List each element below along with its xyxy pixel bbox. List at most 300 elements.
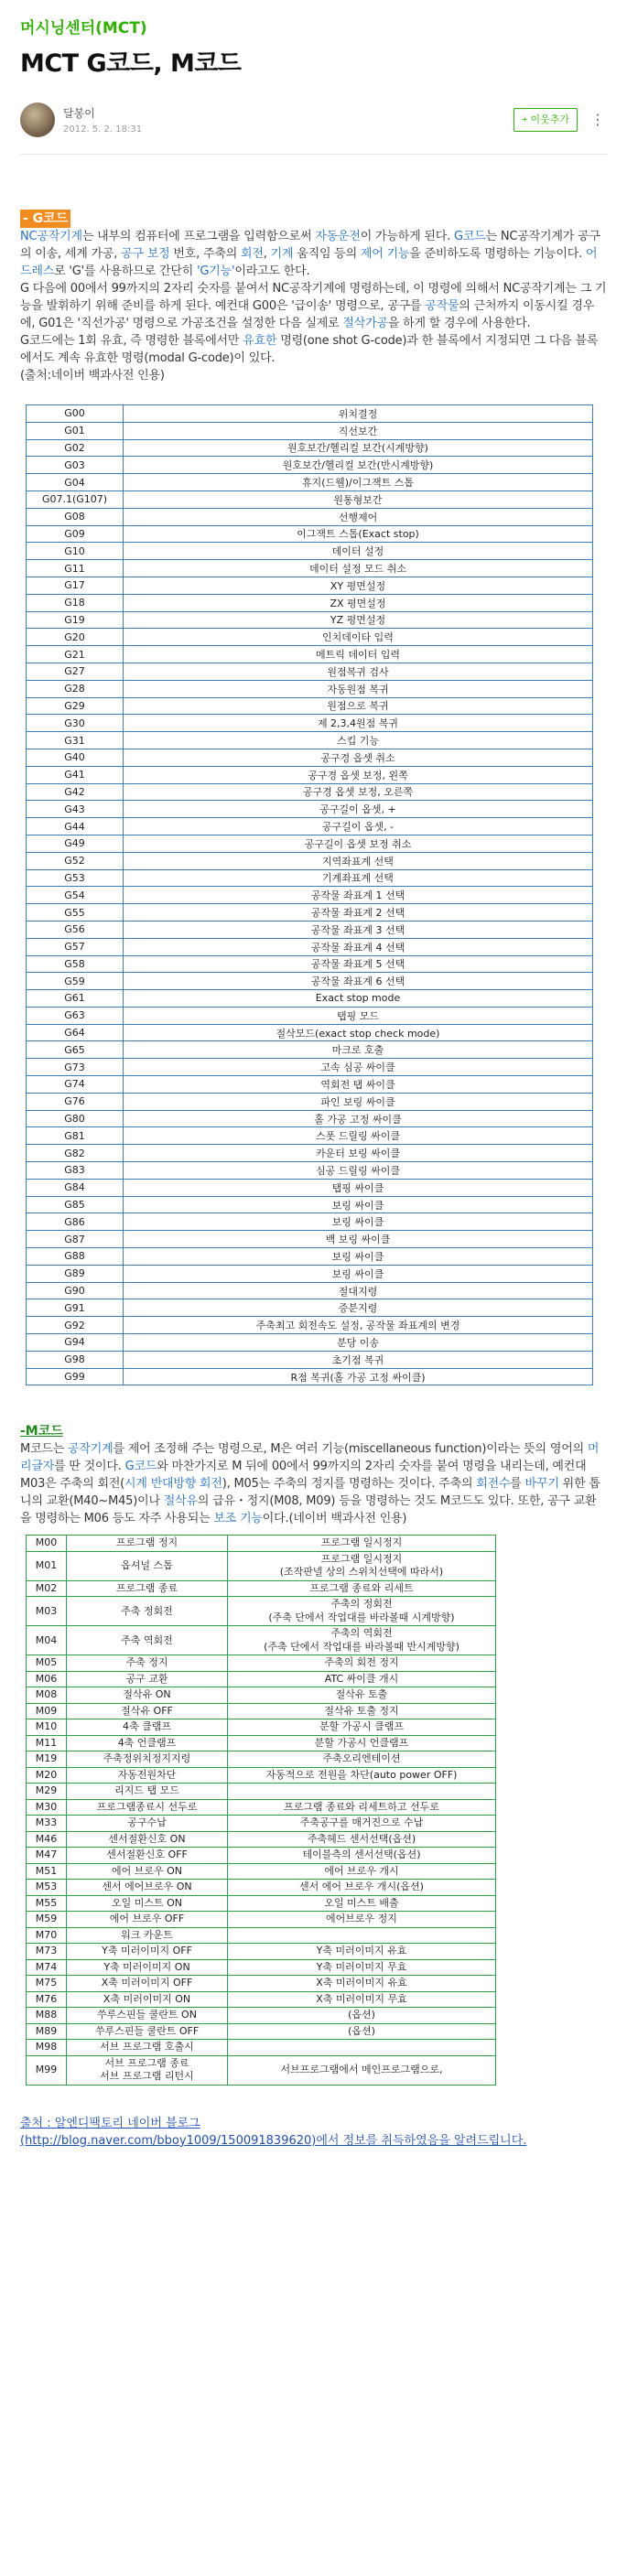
g-desc-text: 번호, 주축의 (169, 247, 242, 261)
m-code-cell: M70 (27, 1927, 67, 1944)
g-desc-keyword-link[interactable]: 공구 보정 (121, 247, 170, 261)
m-name-cell: 에어 브로우 ON (67, 1863, 228, 1880)
g-function-cell: Exact stop mode (124, 990, 593, 1008)
g-function-cell: 카운터 보링 싸이클 (124, 1145, 593, 1162)
m-name-cell: 센서절환신호 ON (67, 1831, 228, 1848)
table-row (27, 1816, 496, 1832)
table-row (27, 1767, 496, 1784)
m-description-cell: 에어 브로우 개시 (228, 1863, 496, 1880)
m-desc-text: 의 급유・정지(M08, M09) 등을 명령하는 것도 M코드도 있다. 또한, 공구 교환을 명령하는 M06 등도 자주 사용되는 (20, 1494, 597, 1526)
m-description-cell: 프로그램 일시정지 (228, 1536, 496, 1552)
g-code-cell: G44 (27, 818, 124, 835)
g-function-cell: 지역좌표계 선택 (124, 852, 593, 869)
g-code-cell: G43 (27, 801, 124, 818)
g-code-cell: G83 (27, 1162, 124, 1180)
g-code-cell: G07.1(G107) (27, 490, 124, 508)
m-description-cell: Y축 미러이미지 유효 (228, 1944, 496, 1960)
table-row (27, 680, 593, 697)
g-code-cell: G74 (27, 1076, 124, 1094)
m-code-cell: M19 (27, 1751, 67, 1768)
table-row (27, 1162, 593, 1180)
g-code-cell: G03 (27, 457, 124, 474)
table-row (27, 1580, 496, 1597)
m-name-cell: 주축 정지 (67, 1655, 228, 1672)
g-function-cell: 보링 싸이클 (124, 1196, 593, 1213)
m-name-cell: 서브 프로그램 호출시 (67, 2040, 228, 2056)
table-row (27, 1703, 496, 1719)
table-row (27, 1299, 593, 1317)
more-options-icon[interactable]: ⋮ (590, 111, 605, 128)
m-name-cell: 서브 프로그램 종료 서브 프로그램 리턴시 (67, 2055, 228, 2085)
g-function-cell: 스폿 드릴링 싸이클 (124, 1127, 593, 1145)
author-bar (20, 99, 607, 141)
g-desc-keyword-link[interactable]: 자동운전 (315, 230, 361, 243)
m-desc-keyword-link[interactable]: G코드 (124, 1460, 157, 1474)
table-row (27, 1248, 593, 1266)
g-code-heading: - G코드 (20, 210, 70, 228)
source-tail: 에서 정보를 취득하였음을 알려드립니다. (316, 2133, 527, 2148)
g-code-cell: G85 (27, 1196, 124, 1213)
m-desc-text: 를 (510, 1477, 525, 1492)
table-row (27, 1351, 593, 1368)
g-code-cell: G41 (27, 766, 124, 783)
g-desc-keyword-link[interactable]: 'G기능' (197, 264, 235, 278)
g-code-cell: G02 (27, 439, 124, 457)
m-description-cell: 주축공구를 매거진으로 수납 (228, 1816, 496, 1832)
table-row (27, 611, 593, 629)
g-code-cell: G57 (27, 938, 124, 955)
table-row (27, 869, 593, 887)
m-code-cell: M75 (27, 1976, 67, 1992)
g-function-cell: 공구경 옵셋 보정, 오른쪽 (124, 783, 593, 801)
m-name-cell: 4축 클램프 (67, 1719, 228, 1736)
m-code-cell: M10 (27, 1719, 67, 1736)
table-row (27, 1912, 496, 1928)
table-row (27, 921, 593, 938)
g-desc-text: 이라고도 한다. (234, 264, 310, 278)
m-desc-keyword-link[interactable]: 공작기계 (68, 1442, 114, 1457)
g-function-cell: 고속 심공 싸이클 (124, 1059, 593, 1076)
m-code-cell: M04 (27, 1626, 67, 1655)
table-row (27, 1536, 496, 1552)
m-description-cell: 센서 에어 브로우 개시(옵션) (228, 1880, 496, 1896)
g-function-cell: XY 평면설정 (124, 577, 593, 594)
g-code-cell: G64 (27, 1024, 124, 1041)
table-row (27, 1145, 593, 1162)
g-function-cell: 데이터 설정 (124, 543, 593, 560)
g-function-cell: 공작물 좌표계 3 선택 (124, 921, 593, 938)
table-row (27, 1597, 496, 1626)
table-row (27, 697, 593, 715)
m-code-cell: M09 (27, 1703, 67, 1719)
post-date: 2012. 5. 2. 18:31 (63, 124, 143, 135)
m-description-cell: 프로그램 종료와 리세트 (228, 1580, 496, 1597)
m-description-cell: X축 미러이미지 유효 (228, 1976, 496, 1992)
m-desc-text: 위한 톱니의 교환(M40~M45)이나 (20, 1477, 600, 1509)
g-desc-text: 을 준비하도록 명령하는 기능이다. (409, 247, 586, 261)
g-code-cell: G19 (27, 611, 124, 629)
table-row (27, 749, 593, 766)
m-description-cell: (옵션) (228, 2008, 496, 2024)
m-name-cell: 주축 역회전 (67, 1626, 228, 1655)
g-code-cell: G91 (27, 1299, 124, 1317)
g-function-cell: 이그잭트 스톱(Exact stop) (124, 525, 593, 543)
m-name-cell: 센서절환신호 OFF (67, 1848, 228, 1864)
table-row (27, 818, 593, 835)
table-row (27, 1895, 496, 1912)
table-row (27, 405, 593, 423)
m-name-cell: 오일 미스트 ON (67, 1895, 228, 1912)
table-row (27, 904, 593, 922)
m-description-cell: Y축 미러이미지 무효 (228, 1959, 496, 1976)
m-code-cell: M99 (27, 2055, 67, 2085)
g-function-cell: 절삭모드(exact stop check mode) (124, 1024, 593, 1041)
table-row (27, 1863, 496, 1880)
g-function-cell: 파인 보링 싸이클 (124, 1093, 593, 1110)
table-row (27, 1007, 593, 1024)
m-code-cell: M55 (27, 1895, 67, 1912)
table-row (27, 1719, 496, 1736)
m-description-cell: 주축헤드 센서선택(옵션) (228, 1831, 496, 1848)
table-row (27, 1024, 593, 1041)
m-name-cell: Y축 미러이미지 ON (67, 1959, 228, 1976)
g-function-cell: 공구길이 옵셋, + (124, 801, 593, 818)
author-name[interactable]: 달봉이 (63, 107, 95, 120)
avatar[interactable] (20, 102, 55, 137)
g-desc-keyword-link[interactable]: G코드 (454, 230, 486, 243)
m-desc-text: 와 마찬가지로 M 뒤에 00에서 99까지의 2자리 숫자를 붙여 명령을 내리는데, 예컨대 M03은 주축의 회전( (20, 1460, 587, 1492)
g-code-cell: G11 (27, 560, 124, 577)
g-code-cell: G17 (27, 577, 124, 594)
g-code-cell: G09 (27, 525, 124, 543)
g-function-cell: 선행제어 (124, 508, 593, 525)
m-description-cell: 분할 가공시 클램프 (228, 1719, 496, 1736)
table-row (27, 474, 593, 491)
g-code-cell: G61 (27, 990, 124, 1008)
category-link[interactable]: 머시닝센터(MCT) (20, 19, 147, 38)
m-name-cell: 옵셔널 스톱 (67, 1551, 228, 1580)
g-function-cell: 기계좌표계 선택 (124, 869, 593, 887)
g-code-cell: G21 (27, 646, 124, 663)
g-desc-keyword-link[interactable]: 회전 (241, 247, 264, 261)
source-note (20, 2115, 607, 2150)
g-desc-keyword-link[interactable]: 기계 (270, 247, 294, 261)
m-name-cell: 쑤루스핀들 쿨란트 ON (67, 2008, 228, 2024)
g-code-table (26, 404, 593, 1385)
g-function-cell: 절대지령 (124, 1282, 593, 1299)
g-function-cell: 공구경 옵셋 취소 (124, 749, 593, 766)
post-title: MCT G코드, M코드 (20, 49, 242, 78)
g-function-cell: 역회전 탭 싸이클 (124, 1076, 593, 1094)
m-description-cell (228, 1784, 496, 1800)
m-code-cell: M89 (27, 2023, 67, 2040)
m-name-cell: 4축 언클램프 (67, 1735, 228, 1751)
g-code-cell: G82 (27, 1145, 124, 1162)
m-desc-keyword-link[interactable]: 시계 반대방향 회전 (124, 1477, 222, 1492)
table-row (27, 490, 593, 508)
m-code-cell: M76 (27, 1991, 67, 2008)
table-row (27, 1626, 496, 1655)
m-desc-text: M코드는 (20, 1442, 69, 1457)
g-code-cell: G27 (27, 663, 124, 680)
table-row (27, 715, 593, 732)
g-code-cell: G31 (27, 732, 124, 749)
table-row (27, 1959, 496, 1976)
table-row (27, 2023, 496, 2040)
g-code-cell: G55 (27, 904, 124, 922)
g-code-cell: G00 (27, 405, 124, 423)
m-name-cell: 리지드 탭 모드 (67, 1784, 228, 1800)
m-description-cell: 서브프로그램에서 메인프로그램으로, (228, 2055, 496, 2085)
g-function-cell: 공작물 좌표계 1 선택 (124, 887, 593, 904)
g-code-cell: G52 (27, 852, 124, 869)
g-function-cell: 메트릭 데이터 입력 (124, 646, 593, 663)
table-row (27, 1110, 593, 1127)
table-row (27, 1751, 496, 1768)
table-row (27, 990, 593, 1008)
table-row (27, 973, 593, 990)
table-row (27, 543, 593, 560)
g-desc-keyword-link[interactable]: 절삭가공 (342, 317, 388, 330)
g-desc-text: 의 근처까지 이동시킬 경우에, G01은 '직선가공' 명령으로 가공조건을 설정한 다음 실제로 (20, 299, 595, 330)
m-desc-keyword-link[interactable]: 머리글자 (20, 1442, 600, 1474)
table-row (27, 2040, 496, 2056)
g-code-cell: G40 (27, 749, 124, 766)
m-name-cell: 주축 정회전 (67, 1597, 228, 1626)
m-name-cell: X축 미러이미지 OFF (67, 1976, 228, 1992)
table-row (27, 1213, 593, 1231)
table-row (27, 1231, 593, 1248)
table-row (27, 1041, 593, 1059)
m-desc-text: 를 딴 것이다. (54, 1460, 125, 1474)
m-desc-text: 를 제어 조정해 주는 명령으로, M은 여러 기능(miscellaneous function)이라는 뜻의 영어의 (113, 1442, 588, 1457)
m-name-cell: 프로그램종료시 선두로 (67, 1799, 228, 1816)
m-name-cell: 절삭유 ON (67, 1687, 228, 1704)
table-row (27, 629, 593, 646)
table-row (27, 1076, 593, 1094)
m-code-cell: M02 (27, 1580, 67, 1597)
table-row (27, 1735, 496, 1751)
g-function-cell: 보링 싸이클 (124, 1265, 593, 1282)
g-desc-text: 는 내부의 컴퓨터에 프로그램을 입력함으로써 (81, 230, 316, 243)
g-desc-keyword-link[interactable]: NC공작기계 (20, 230, 82, 243)
m-code-cell: M98 (27, 2040, 67, 2056)
m-desc-keyword-link[interactable]: 절삭유 (163, 1494, 198, 1509)
table-row (27, 1799, 496, 1816)
m-code-cell: M08 (27, 1687, 67, 1704)
g-code-cell: G88 (27, 1248, 124, 1266)
table-row (27, 577, 593, 594)
g-code-cell: G08 (27, 508, 124, 525)
table-row (27, 646, 593, 663)
g-function-cell: YZ 평면설정 (124, 611, 593, 629)
g-function-cell: 공구길이 옵셋, - (124, 818, 593, 835)
g-function-cell: 공구길이 옵셋 보정 취소 (124, 835, 593, 852)
m-code-heading: -M코드 (20, 1424, 63, 1439)
g-function-cell: 공구경 옵셋 보정, 왼쪽 (124, 766, 593, 783)
table-row (27, 1831, 496, 1848)
table-row (27, 1334, 593, 1352)
m-code-cell: M05 (27, 1655, 67, 1672)
m-code-cell: M46 (27, 1831, 67, 1848)
table-row (27, 663, 593, 680)
table-row (27, 938, 593, 955)
g-function-cell: 공작물 좌표계 5 선택 (124, 955, 593, 973)
table-row (27, 1127, 593, 1145)
m-code-cell: M20 (27, 1767, 67, 1784)
source-link[interactable]: (http://blog.naver.com/bboy1009/150091839620) (20, 2133, 317, 2148)
g-desc-keyword-link[interactable]: 제어 (360, 247, 384, 261)
table-row (27, 457, 593, 474)
m-description-cell: (옵션) (228, 2023, 496, 2040)
g-code-cell: G28 (27, 680, 124, 697)
g-code-cell: G29 (27, 697, 124, 715)
g-function-cell: 보링 싸이클 (124, 1213, 593, 1231)
m-code-cell: M51 (27, 1863, 67, 1880)
table-row (27, 1317, 593, 1334)
m-name-cell: 센서 에어브로우 ON (67, 1880, 228, 1896)
m-description-cell: 에어브로우 정지 (228, 1912, 496, 1928)
g-function-cell: 공작물 좌표계 4 선택 (124, 938, 593, 955)
g-desc-text: G코드에는 1회 유효, 즉 명령한 블록에서만 (20, 334, 243, 348)
g-function-cell: 원점으로 복귀 (124, 697, 593, 715)
table-row (27, 1976, 496, 1992)
g-code-cell: G58 (27, 955, 124, 973)
table-row (27, 1880, 496, 1896)
g-function-cell: 주축최고 회전속도 설정, 공작물 좌표계의 변경 (124, 1317, 593, 1334)
m-code-cell: M53 (27, 1880, 67, 1896)
g-code-cell: G84 (27, 1179, 124, 1196)
m-description-cell: 주축의 정회전 (주축 단에서 작업대를 바라볼때 시계방향) (228, 1597, 496, 1626)
m-name-cell: 공구수납 (67, 1816, 228, 1832)
g-function-cell: R점 복귀(홀 가공 고정 싸이클) (124, 1368, 593, 1385)
header-divider (20, 154, 607, 155)
g-code-cell: G73 (27, 1059, 124, 1076)
g-code-cell: G80 (27, 1110, 124, 1127)
m-code-cell: M01 (27, 1551, 67, 1580)
g-desc-text: 을 하게 할 경우에 사용한다. (387, 317, 531, 330)
m-name-cell: 에어 브로우 OFF (67, 1912, 228, 1928)
table-row (27, 1848, 496, 1864)
g-code-cell: G63 (27, 1007, 124, 1024)
g-function-cell: 심공 드릴링 싸이클 (124, 1162, 593, 1180)
m-description-cell: 주축오리엔테이션 (228, 1751, 496, 1768)
g-code-cell: G42 (27, 783, 124, 801)
g-function-cell: ZX 평면설정 (124, 594, 593, 611)
g-code-cell: G98 (27, 1351, 124, 1368)
m-description-cell (228, 2040, 496, 2056)
m-desc-keyword-link[interactable]: 보조 기능 (213, 1512, 263, 1526)
g-desc-keyword-link[interactable]: 어드레스 (20, 247, 598, 278)
m-code-cell: M30 (27, 1799, 67, 1816)
table-row (27, 2008, 496, 2024)
g-code-cell: G53 (27, 869, 124, 887)
g-desc-keyword-link[interactable]: 공작물 (425, 299, 459, 313)
m-code-cell: M06 (27, 1671, 67, 1687)
g-code-cell: G54 (27, 887, 124, 904)
g-code-cell: G18 (27, 594, 124, 611)
table-row (27, 887, 593, 904)
author-info (63, 105, 513, 135)
g-code-description (20, 228, 607, 384)
m-description-cell: 주축의 역회전 (주축 단에서 작업대를 바라볼때 반시계방향) (228, 1626, 496, 1655)
m-name-cell: 자동전원차단 (67, 1767, 228, 1784)
table-row (27, 801, 593, 818)
m-desc-keyword-link[interactable]: 회전수 (476, 1477, 511, 1492)
m-description-cell: ATC 싸이클 개시 (228, 1671, 496, 1687)
g-function-cell: 제 2,3,4원점 복귀 (124, 715, 593, 732)
table-row (27, 852, 593, 869)
g-function-cell: 탭핑 싸이클 (124, 1179, 593, 1196)
table-row (27, 783, 593, 801)
g-code-cell: G92 (27, 1317, 124, 1334)
m-description-cell: 프로그램 일시정지 (조작판넬 상의 스위치선택에 따라서) (228, 1551, 496, 1580)
g-desc-text: 로 'G'를 사용하므로 간단히 (54, 264, 198, 278)
table-row (27, 1551, 496, 1580)
add-neighbor-button[interactable]: + 이웃추가 (513, 108, 578, 132)
g-code-cell: G99 (27, 1368, 124, 1385)
g-function-cell: 원점복귀 검사 (124, 663, 593, 680)
g-code-cell: G04 (27, 474, 124, 491)
m-name-cell: 프로그램 정지 (67, 1536, 228, 1552)
g-desc-keyword-link[interactable]: 유효한 (243, 334, 277, 348)
g-function-cell: 데이터 설정 모드 취소 (124, 560, 593, 577)
table-row (27, 955, 593, 973)
g-code-cell: G30 (27, 715, 124, 732)
g-desc-text: 움직임 등의 (293, 247, 361, 261)
m-code-cell: M73 (27, 1944, 67, 1960)
m-name-cell: 절삭유 OFF (67, 1703, 228, 1719)
table-row (27, 1368, 593, 1385)
table-row (27, 766, 593, 783)
table-row (27, 525, 593, 543)
table-row (27, 1687, 496, 1704)
m-description-cell: 오일 미스트 배출 (228, 1895, 496, 1912)
m-description-cell: 프로그램 종료와 리세트하고 선두로 (228, 1799, 496, 1816)
m-description-cell (228, 1927, 496, 1944)
m-code-cell: M11 (27, 1735, 67, 1751)
g-desc-keyword-link[interactable]: 기능 (386, 247, 410, 261)
m-name-cell: 워크 카운트 (67, 1927, 228, 1944)
table-row (27, 594, 593, 611)
g-code-cell: G76 (27, 1093, 124, 1110)
g-function-cell: 자동원점 복귀 (124, 680, 593, 697)
g-code-cell: G94 (27, 1334, 124, 1352)
m-description-cell: 주축의 회전 정지 (228, 1655, 496, 1672)
table-row (27, 439, 593, 457)
g-code-cell: G81 (27, 1127, 124, 1145)
m-name-cell: 주축정위치정지지령 (67, 1751, 228, 1768)
m-code-cell: M33 (27, 1816, 67, 1832)
m-desc-keyword-link[interactable]: 바꾸기 (524, 1477, 559, 1492)
table-row (27, 1282, 593, 1299)
m-description-cell: 절삭유 토출 정지 (228, 1703, 496, 1719)
g-code-cell: G86 (27, 1213, 124, 1231)
m-description-cell: X축 미러이미지 무효 (228, 1991, 496, 2008)
g-function-cell: 공작물 좌표계 2 선택 (124, 904, 593, 922)
m-description-cell: 분할 가공시 언클램프 (228, 1735, 496, 1751)
g-code-cell: G87 (27, 1231, 124, 1248)
table-row (27, 1093, 593, 1110)
table-row (27, 1196, 593, 1213)
table-row (27, 508, 593, 525)
g-function-cell: 휴지(드웰)/이그잭트 스톱 (124, 474, 593, 491)
m-name-cell: 공구 교환 (67, 1671, 228, 1687)
m-description-cell: 테이블측의 센서선택(옵션) (228, 1848, 496, 1864)
g-function-cell: 원호보간/헬리컬 보간(시계방향) (124, 439, 593, 457)
g-code-cell: G59 (27, 973, 124, 990)
m-description-cell: 절삭유 토출 (228, 1687, 496, 1704)
